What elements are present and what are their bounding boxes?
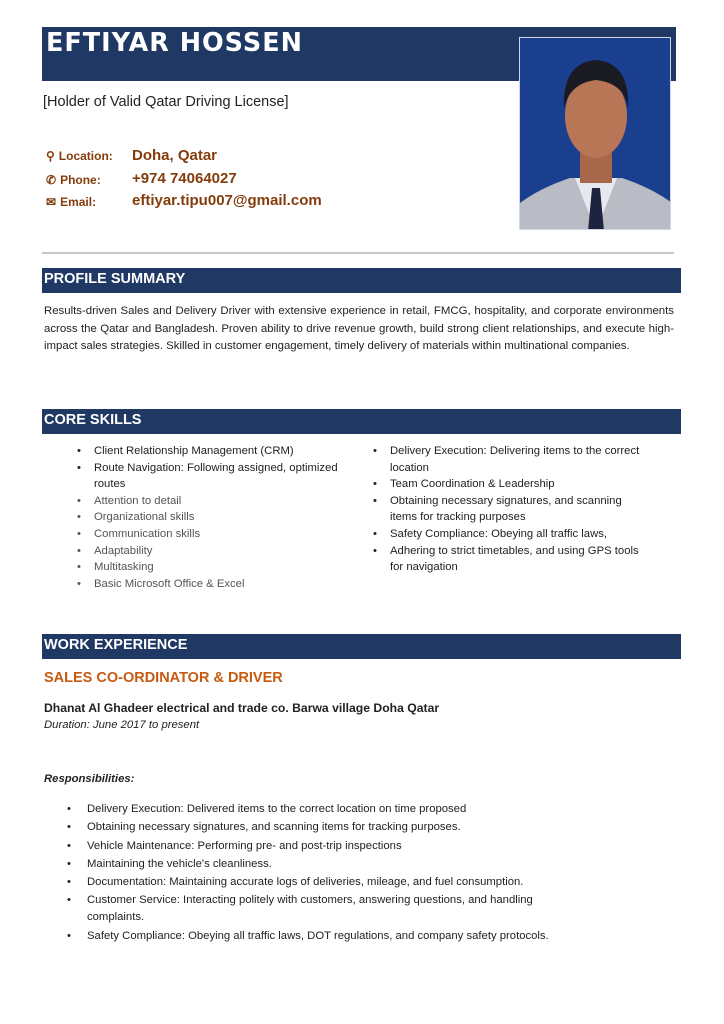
envelope-icon: ✉ (46, 195, 57, 209)
skill-item: • Route Navigation: Following assigned, optimized routes (94, 460, 354, 493)
company-name: Dhanat Al Ghadeer electrical and trade co. Barwa village Doha Qatar (44, 701, 440, 715)
label-text: Email: (60, 195, 97, 209)
skill-item: • Adhering to strict timetables, and using GPS tools for navigation (390, 543, 640, 576)
skill-item: • Obtaining necessary signatures, and scanning items for tracking purposes (390, 493, 640, 526)
skills-list-right (390, 443, 640, 576)
responsibility-item: • Customer Service: Interacting politely with customers, answering questions, and handling complaints. (87, 892, 587, 925)
skill-item: • Team Coordination & Leadership (390, 476, 640, 493)
phone-label (46, 173, 101, 187)
job-duration: Duration: June 2017 to present (44, 719, 200, 731)
skill-item: • Safety Compliance: Obeying all traffic laws, (390, 526, 640, 543)
location-value: Doha, Qatar (132, 147, 218, 164)
divider (42, 252, 674, 254)
section-profile-summary: PROFILE SUMMARY (42, 268, 681, 293)
email-value[interactable]: eftiyar.tipu007@gmail.com (132, 192, 322, 209)
responsibility-item: • Documentation: Maintaining accurate logs of deliveries, mileage, and fuel consumption. (87, 873, 587, 891)
responsibility-item: • Obtaining necessary signatures, and scanning items for tracking purposes. (87, 818, 587, 836)
label-text: Phone: (60, 173, 101, 187)
section-work-experience: WORK EXPERIENCE (42, 634, 681, 659)
skill-item: • Multitasking (94, 559, 354, 576)
profile-summary-text: Results-driven Sales and Delivery Driver with extensive experience in retail, FMCG, hospitality, and corporate environments across the Qatar and Bangladesh. Proven ability to drive revenue growth, build strong client relationships, and execute high-impact sales strategies. Skilled in customer engagement, timely delivery of materials within multinational companies. (44, 305, 674, 353)
skills-list-left (94, 443, 354, 592)
skill-item: • Adaptability (94, 543, 354, 560)
section-core-skills: CORE SKILLS (42, 409, 681, 434)
skill-item: • Delivery Execution: Delivering items to the correct location (390, 443, 640, 476)
email-label (46, 195, 96, 209)
skill-item: • Basic Microsoft Office & Excel (94, 576, 354, 593)
skill-item: • Attention to detail (94, 493, 354, 510)
responsibility-item: • Safety Compliance: Obeying all traffic laws, DOT regulations, and company safety protocols. (87, 927, 587, 945)
responsibility-item: • Vehicle Maintenance: Performing pre- and post-trip inspections (87, 837, 587, 855)
skill-item: • Organizational skills (94, 509, 354, 526)
responsibilities-label: Responsibilities: (44, 773, 135, 785)
responsibilities-list (87, 800, 587, 946)
phone-value: +974 74064027 (132, 170, 237, 187)
responsibility-item: • Delivery Execution: Delivered items to the correct location on time proposed (87, 800, 587, 818)
skill-item: • Client Relationship Management (CRM) (94, 443, 354, 460)
phone-icon: ✆ (46, 173, 57, 187)
location-pin-icon: ⚲ (46, 149, 55, 163)
responsibility-item: • Maintaining the vehicle's cleanliness. (87, 855, 587, 873)
candidate-name: EFTIYAR HOSSEN (46, 28, 303, 58)
job-title: SALES CO-ORDINATOR & DRIVER (44, 670, 283, 686)
label-text: Location: (58, 149, 113, 163)
location-label (46, 149, 113, 163)
profile-photo (519, 37, 671, 230)
skill-item: • Communication skills (94, 526, 354, 543)
tagline: [Holder of Valid Qatar Driving License] (43, 94, 289, 110)
